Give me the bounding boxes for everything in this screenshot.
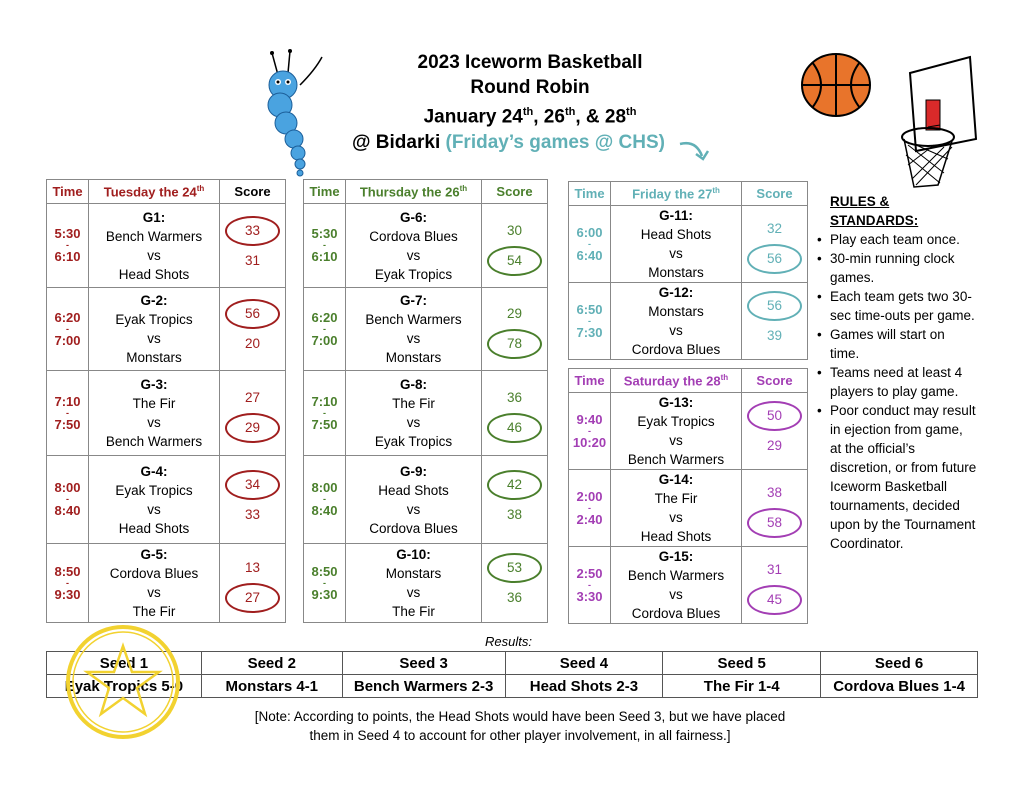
- saturday-schedule-table: [568, 368, 808, 624]
- rule-item: • Play each team once.: [817, 230, 977, 249]
- score-header: Score: [742, 182, 808, 206]
- score-team1: 32: [766, 221, 783, 236]
- game-score: [220, 204, 286, 288]
- seed-header: Seed 5: [663, 652, 821, 675]
- title-dates: January 24th, 26th, & 28th: [423, 106, 637, 128]
- game-matchup: G-4: Eyak Tropics vs Head Shots: [89, 456, 220, 544]
- game-matchup: G-3: The Fir vs Bench Warmers: [89, 371, 220, 456]
- thursday-schedule-table: [303, 179, 548, 623]
- game-row: [47, 371, 286, 456]
- game-row: [47, 204, 286, 288]
- time-header: Time: [569, 369, 611, 393]
- game-row: [304, 371, 548, 456]
- game-matchup: G-12: Monstars vs Cordova Blues: [611, 283, 742, 360]
- game-time: 2:00 - 2:40: [569, 470, 611, 547]
- basketball-hoop-icon: [888, 55, 980, 195]
- score-team2: 29: [220, 413, 285, 443]
- game-score: [482, 456, 548, 544]
- game-row: [304, 204, 548, 288]
- score-team2: 20: [244, 336, 261, 351]
- game-row: [569, 283, 808, 360]
- results-note: [Note: According to points, the Head Shots would have been Seed 3, but we have placed them in Seed 4 to account for other player involvement, in all fairness.]: [254, 709, 786, 743]
- score-team2: 56: [742, 244, 807, 274]
- time-header: Time: [47, 180, 89, 204]
- score-team1: 31: [766, 562, 783, 577]
- game-row: [569, 470, 808, 547]
- game-row: [47, 288, 286, 371]
- time-header: Time: [569, 182, 611, 206]
- score-team1: 30: [506, 222, 523, 238]
- day-header: Thursday the 26th: [346, 180, 482, 204]
- title-line-2: Round Robin: [470, 77, 590, 98]
- game-score: [482, 371, 548, 456]
- seed-team: Bench Warmers 2-3: [342, 675, 505, 698]
- game-matchup: G1: Bench Warmers vs Head Shots: [89, 204, 220, 288]
- game-time: 8:50 - 9:30: [47, 544, 89, 623]
- game-time: 6:50 - 7:30: [569, 283, 611, 360]
- score-team2: 38: [506, 506, 523, 522]
- score-team2: 33: [244, 506, 261, 522]
- game-row: [569, 393, 808, 470]
- score-team1: 50: [742, 401, 807, 431]
- score-team1: 56: [220, 299, 285, 329]
- score-team1: 33: [220, 216, 285, 246]
- game-time: 2:50 - 3:30: [569, 547, 611, 624]
- score-header: Score: [742, 369, 808, 393]
- game-score: [482, 204, 548, 288]
- score-team1: 56: [742, 291, 807, 321]
- day-header: Friday the 27th: [611, 182, 742, 206]
- game-matchup: G-10: Monstars vs The Fir: [346, 544, 482, 623]
- game-score: [220, 371, 286, 456]
- game-time: 5:30 - 6:10: [47, 204, 89, 288]
- score-team1: 42: [482, 470, 547, 500]
- game-matchup: G-6: Cordova Blues vs Eyak Tropics: [346, 204, 482, 288]
- game-matchup: G-7: Bench Warmers vs Monstars: [346, 288, 482, 371]
- score-team1: 29: [506, 306, 523, 321]
- curved-arrow-icon: [678, 138, 714, 164]
- game-time: 5:30 - 6:10: [304, 204, 346, 288]
- score-header: Score: [482, 180, 548, 204]
- score-header: Score: [220, 180, 286, 204]
- game-row: [304, 456, 548, 544]
- seed-header-row: [47, 652, 978, 675]
- results-table: [46, 651, 978, 698]
- game-row: [569, 206, 808, 283]
- score-team1: 27: [244, 390, 261, 405]
- venue-note: (Friday’s games @ CHS): [445, 132, 665, 153]
- rule-item: • Games will start on time.: [817, 325, 977, 363]
- time-header: Time: [304, 180, 346, 204]
- rule-item: • Teams need at least 4 players to play game.: [817, 363, 977, 401]
- score-team2: 54: [482, 246, 547, 276]
- game-matchup: G-9: Head Shots vs Cordova Blues: [346, 456, 482, 544]
- score-team1: 13: [244, 560, 261, 575]
- game-score: [742, 206, 808, 283]
- score-team2: 78: [482, 329, 547, 359]
- score-team2: 36: [506, 590, 523, 605]
- score-team1: 36: [506, 390, 523, 405]
- basketball-icon: [800, 52, 872, 118]
- game-time: 6:20 - 7:00: [304, 288, 346, 371]
- game-time: 8:50 - 9:30: [304, 544, 346, 623]
- seed-team: Cordova Blues 1-4: [821, 675, 978, 698]
- seed-team-row: [47, 675, 978, 698]
- score-team2: 39: [766, 328, 783, 343]
- game-row: [47, 544, 286, 623]
- day-header: Tuesday the 24th: [89, 180, 220, 204]
- score-team2: 29: [766, 438, 783, 453]
- tuesday-schedule-table: [46, 179, 286, 623]
- rules-title: RULES & STANDARDS:: [830, 194, 919, 228]
- rules-list: [817, 230, 977, 553]
- game-matchup: G-2: Eyak Tropics vs Monstars: [89, 288, 220, 371]
- results-label: Results:: [485, 634, 532, 649]
- rule-item: • 30-min running clock games.: [817, 249, 977, 287]
- game-time: 7:10 - 7:50: [47, 371, 89, 456]
- seed-header: Seed 1: [47, 652, 202, 675]
- game-row: [304, 544, 548, 623]
- game-matchup: G-5: Cordova Blues vs The Fir: [89, 544, 220, 623]
- seed-team: Monstars 4-1: [201, 675, 342, 698]
- game-time: 6:00 - 6:40: [569, 206, 611, 283]
- score-team2: 45: [742, 585, 807, 615]
- game-time: 7:10 - 7:50: [304, 371, 346, 456]
- seed-team: Head Shots 2-3: [505, 675, 663, 698]
- game-score: [742, 547, 808, 624]
- score-team2: 46: [482, 413, 547, 443]
- rule-item: • Poor conduct may result in ejection from game, at the official’s discretion, or from future Iceworm Basketball tournaments, decided upon by the Tournament Coordinator.: [817, 401, 977, 553]
- seed-team: Eyak Tropics 5-0: [47, 675, 202, 698]
- seed-header: Seed 4: [505, 652, 663, 675]
- rule-item: • Each team gets two 30-sec time-outs per game.: [817, 287, 977, 325]
- iceworm-mascot-icon: [250, 45, 335, 180]
- game-score: [220, 544, 286, 623]
- game-time: 6:20 - 7:00: [47, 288, 89, 371]
- seed-header: Seed 3: [342, 652, 505, 675]
- score-team1: 34: [220, 470, 285, 500]
- game-time: 8:00 - 8:40: [47, 456, 89, 544]
- game-time: 8:00 - 8:40: [304, 456, 346, 544]
- friday-schedule-table: [568, 181, 808, 360]
- game-row: [569, 547, 808, 624]
- game-matchup: G-11: Head Shots vs Monstars: [611, 206, 742, 283]
- score-team1: 53: [482, 553, 547, 583]
- game-score: [220, 456, 286, 544]
- day-header: Saturday the 28th: [611, 369, 742, 393]
- rules-panel: [817, 192, 977, 553]
- game-score: [220, 288, 286, 371]
- game-score: [742, 393, 808, 470]
- score-team2: 31: [244, 252, 261, 268]
- game-score: [482, 288, 548, 371]
- game-score: [482, 544, 548, 623]
- page-title: [330, 50, 730, 129]
- game-matchup: G-14: The Fir vs Head Shots: [611, 470, 742, 547]
- venue: [352, 132, 665, 154]
- seed-header: Seed 6: [821, 652, 978, 675]
- game-matchup: G-8: The Fir vs Eyak Tropics: [346, 371, 482, 456]
- venue-name: @ Bidarki: [352, 132, 441, 153]
- score-team2: 58: [742, 508, 807, 538]
- seed-header: Seed 2: [201, 652, 342, 675]
- game-time: 9:40 - 10:20: [569, 393, 611, 470]
- title-line-1: 2023 Iceworm Basketball: [417, 52, 643, 73]
- game-matchup: G-13: Eyak Tropics vs Bench Warmers: [611, 393, 742, 470]
- score-team1: 38: [766, 485, 783, 500]
- game-row: [47, 456, 286, 544]
- score-team2: 27: [220, 583, 285, 613]
- game-score: [742, 470, 808, 547]
- game-matchup: G-15: Bench Warmers vs Cordova Blues: [611, 547, 742, 624]
- game-row: [304, 288, 548, 371]
- star-icon: [64, 624, 182, 740]
- game-score: [742, 283, 808, 360]
- seed-team: The Fir 1-4: [663, 675, 821, 698]
